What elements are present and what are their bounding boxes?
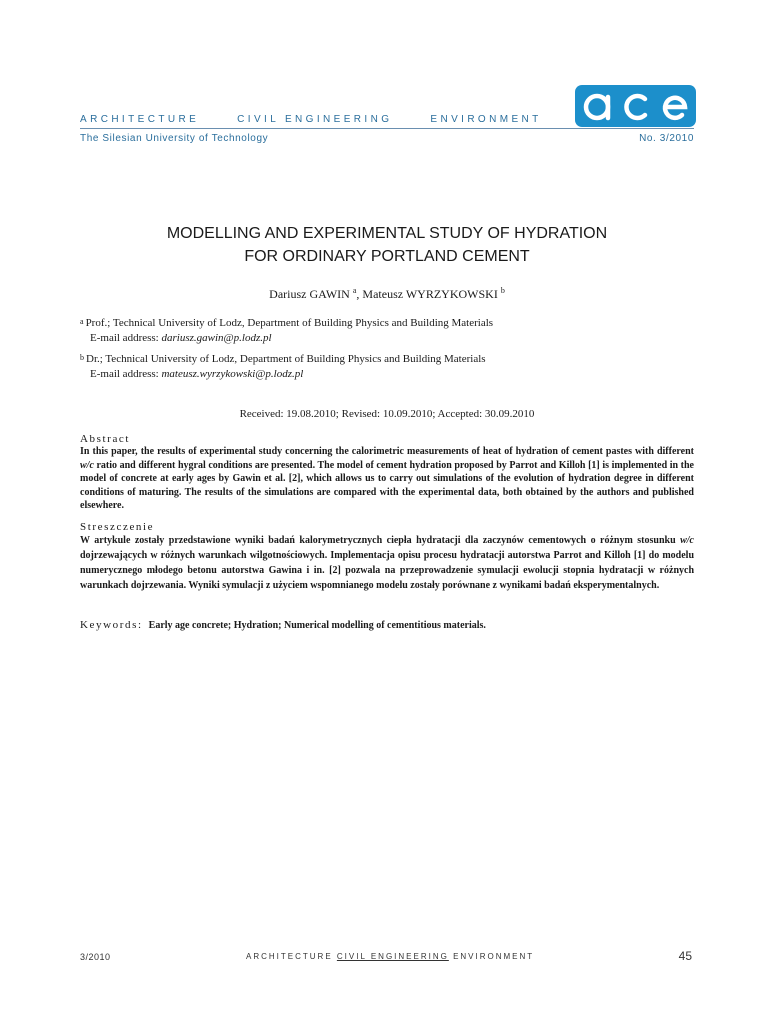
- keywords-text: Early age concrete; Hydration; Numerical modelling of cementitious materials.: [148, 620, 486, 631]
- footer-journal-name: ARCHITECTURE CIVIL ENGINEERING ENVIRONMENT: [246, 952, 535, 961]
- journal-part-civil-engineering: CIVIL ENGINEERING: [237, 114, 393, 125]
- title-line-2: FOR ORDINARY PORTLAND CEMENT: [244, 248, 530, 265]
- streszczenie-text: W artykule zostały przedstawione wyniki badań kalorymetrycznych ciepła hydratacji dla zaczynów cementowych o różnym stosunku w/c dojrzewających w różnych warunkach wilgotnościowych. Implementacja opisu procesu hydratacji autorstwa Parrot and Killoh [1] do modelu numerycznego młodego betonu autorstwa Gawina i in. [2] pozwala na przeprowadzenie symulacji ewolucji stopnia hydratacji w różnych warunkach dojrzewania. Wyniki symulacji z użyciem wspomnianego modelu zostały porównane z wynikami badań eksperymentalnych.: [80, 535, 694, 591]
- abstract-heading: Abstract: [80, 433, 131, 445]
- affiliation-text: Dr.; Technical University of Lodz, Department of Building Physics and Building Materials: [86, 353, 486, 365]
- header-rule: [80, 128, 694, 129]
- author-list: [80, 286, 694, 302]
- page-number: 45: [678, 949, 692, 963]
- affiliation: [80, 350, 640, 382]
- affiliation-mark: a: [80, 317, 84, 326]
- email-address: mateusz.wyrzykowski@p.lodz.pl: [161, 368, 304, 380]
- submission-dates: Received: 19.08.2010; Revised: 10.09.2010; Accepted: 30.09.2010: [239, 408, 535, 420]
- issue-number: No. 3/2010: [639, 133, 694, 144]
- title-line-1: MODELLING AND EXPERIMENTAL STUDY OF HYDRATION: [166, 225, 608, 242]
- journal-part-architecture: ARCHITECTURE: [80, 114, 200, 125]
- streszczenie-heading: Streszczenie: [80, 521, 155, 533]
- email-label: E-mail address:: [90, 368, 162, 380]
- author-name: Dariusz GAWIN: [269, 287, 350, 301]
- abstract-text: In this paper, the results of experimental study concerning the calorimetric measurements of heat of hydration of cement pastes with different w/c ratio and different hygral conditions are presented. The model of cement hydration proposed by Parrot and Killoh [1] is implemented in the model of concrete at early ages by Gawin et al. [2], which allows us to carry out simulations of the evolution of hydration degree in different conditions of maturing. The results of the simulations are compared with the experimental data, both obtained by the authors and published elsewhere.: [80, 446, 694, 511]
- email-label: E-mail address:: [90, 332, 162, 344]
- article-title: [80, 222, 694, 268]
- journal-logo: [575, 85, 696, 127]
- affiliation: [80, 314, 640, 346]
- footer-issue: 3/2010: [80, 952, 111, 962]
- email-address: dariusz.gawin@p.lodz.pl: [161, 332, 272, 344]
- affiliation-text: Prof.; Technical University of Lodz, Department of Building Physics and Building Materials: [85, 317, 494, 329]
- keywords: [80, 619, 486, 631]
- author-affiliation-mark: b: [500, 286, 505, 295]
- author-name: Mateusz WYRZYKOWSKI: [362, 287, 498, 301]
- keywords-label: Keywords:: [80, 619, 143, 631]
- affiliation-mark: b: [80, 353, 84, 362]
- author-affiliation-mark: a: [352, 286, 357, 295]
- university-name: The Silesian University of Technology: [80, 133, 269, 144]
- journal-part-environment: ENVIRONMENT: [430, 114, 542, 125]
- author-separator: ,: [356, 287, 363, 301]
- journal-name: [80, 114, 542, 125]
